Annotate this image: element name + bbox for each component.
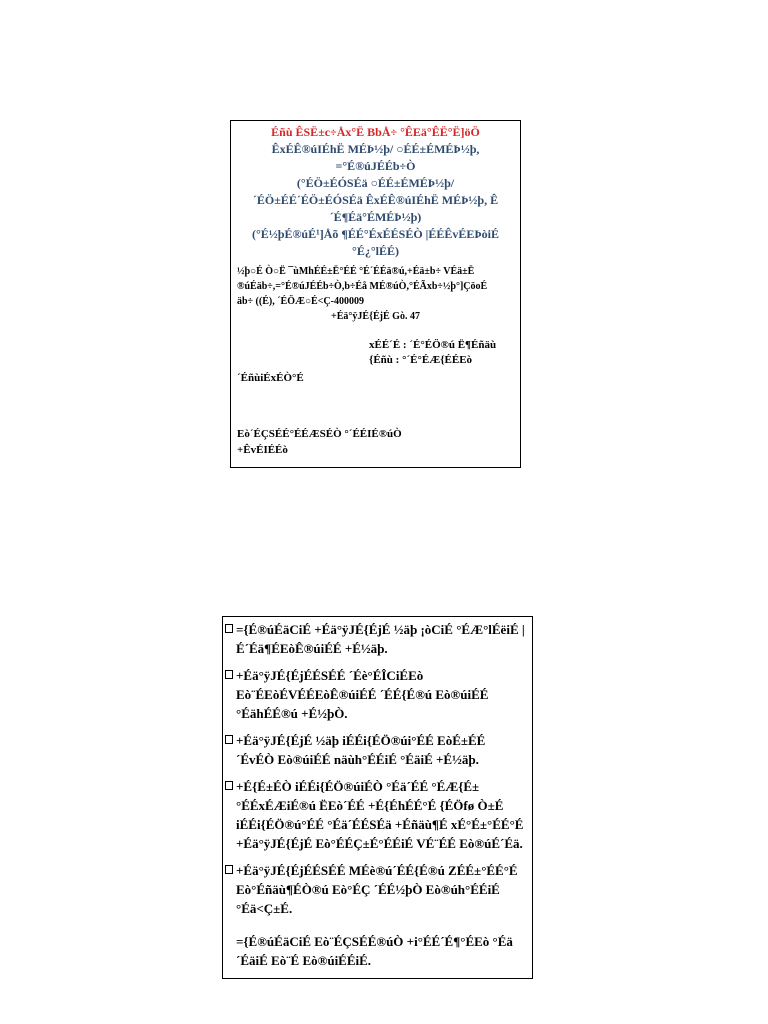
card-org-line-3: (°ÉÖ±ÉÓSÉä ○ÉÉ±ÉMÉÞ½þ/ <box>296 176 455 190</box>
card-title: Éñù ÊSË±c÷Åx°Ë BbÅ÷ °ÊEä°ÊË°Ë]öÖ <box>271 125 480 139</box>
instruction-text: +Éä°ÿJÉ{ÉjÉ ½äþ iÉÉi{ÉÖ®úi°ÉÉ EòÉ±ÉÉ ´ÉvÉÒ Eò®úiÉÉ näùh°ÉÉiÉ °ÉäiÉ +É½äþ. <box>236 733 486 767</box>
checkbox-bullet-icon <box>225 735 233 744</box>
address-line-1: ½þ○É Ò○Ë ¯ùMhÉÉ±Ë°ÉÉ °É´ÉÉä®ú,+Éä±b÷ VÉä±Ë <box>237 266 475 277</box>
instruction-item <box>223 731 526 769</box>
instruction-text: +Éä°ÿJÉ{ÉjÉÉSÉÉ ´Éè°ÉÎCiÉEò Eò¨ÉEòÉVÉÉEòÊ®úiÉÉ ´ÉÉ{É®ú Eò®úiÉÉ °ÉähÉÉ®ú +É½þÒ. <box>236 668 489 721</box>
address-line-2: ®úÉäb÷,=°É®úJÉÉb÷Ò,b÷Éå MÉ®úÒ,°ÉÃxb÷½þ°]ÇöoÉ <box>237 281 488 292</box>
card-org-line-2: =°É®úJÉÉb÷Ò <box>335 159 416 173</box>
instruction-item <box>223 666 526 723</box>
holder-signature-label: ´ÉñùiÉxÉÒ°É <box>237 372 304 384</box>
checkbox-bullet-icon <box>225 670 233 679</box>
card-org-line-6: (°É½þÉ®úÉ¹]Åõ ¶ÉÉ°ÉxÉÉSÉÒ |ÉÉÊvÉEÞòiÉ <box>251 227 500 241</box>
instruction-item <box>223 861 526 918</box>
card-address <box>237 264 514 324</box>
id-card-back <box>222 616 533 979</box>
id-card-front <box>230 120 521 468</box>
instruction-text: +Éä°ÿJÉ{ÉjÉÉSÉÉ MÉè®ú´ÉÉ{É®ú ZÉÉ±°ÉÉ°É Eò°Éñäù¶ÉÒ®ú Eò°ÉÇ ´ÉÉ½þÒ Eò®úh°ÉÉiÉ °Éä<Ç±É. <box>236 863 518 916</box>
checkbox-bullet-icon <box>225 624 233 633</box>
card-footer <box>237 426 514 458</box>
card-header <box>237 124 514 260</box>
card-number: +Éä°ÿJÉ{ÉjÉ Gò. 47 <box>331 311 420 322</box>
closing-note: ={É®úÉäCiÉ Eò¨ÉÇSÉÉ®úÒ +i°ÉÉ´É¶°ÉEò °Éä´ÉäiÉ Eò¨É Eò®úiÉÉiÉ. <box>236 934 513 968</box>
issuer-signature-label: Eò´ÉÇSÉÉ°ÉÉÆSÉÒ °´ÉÉIÉ®úÒ <box>237 428 402 440</box>
issuer-title: +ÊvÉIÉÉò <box>237 444 288 456</box>
card-org-line-7: °É¿°lÉÉ) <box>352 244 399 258</box>
card-org-line-4: ´ÉÖ±ÉÉ´ÉÖ±ÉÓSÉä ÊxÉÊ®úIÉhË MÉÞ½þ, Ê <box>252 193 499 207</box>
holder-post: {Éñù : °´É°ÉÆ{ÉÉEò <box>369 354 473 366</box>
holder-details <box>369 338 514 368</box>
checkbox-bullet-icon <box>225 781 233 790</box>
holder-name: xÉÉ´É : ´É°ÉÖ®ú Ë¶Éñäù <box>369 339 497 351</box>
address-line-3: äb÷ ((É), ´ÉÖÆ○É<Ç-400009 <box>237 296 364 307</box>
instruction-text: +É{É±ÉÒ iÉÉi{ÉÖ®úiÉÒ °Éä´ÉÉ °ÉÆ{É±°ÉÉxÉÆiÉ®ú ËEò´ÉÉ +É{ÉhÉÉ°É {ÉÖfø Ò±É iÉÉi{ÉÖ®ú°ÉÉ °Éä´ÉÉSÉä +Éñäù¶É xÉ°É±°ÉÉ°É +Éä°ÿJÉ{ÉjÉ Eò°ÉÉÇ±É°ÉÉiÉ VÉ¨ÉÉ Eò®úÉ´Éä. <box>236 779 524 851</box>
card-org-line-1: ÊxÉÊ®úIÉhË MÉÞ½þ/ ○ÉÉ±ÉMÉÞ½þ, <box>271 142 480 156</box>
instruction-item <box>223 777 526 853</box>
card-org-line-5: ´É¶Éä°ÉMÉÞ½þ) <box>329 210 422 224</box>
instruction-item <box>223 620 526 658</box>
checkbox-bullet-icon <box>225 865 233 874</box>
instruction-text: ={É®úÉäCiÉ +Éä°ÿJÉ{ÉjÉ ½äþ ¡òCiÉ °ÉÆ°lÉëiÉ |É´Éä¶ÉEòÊ®úiÉÉ +É½äþ. <box>236 622 525 656</box>
